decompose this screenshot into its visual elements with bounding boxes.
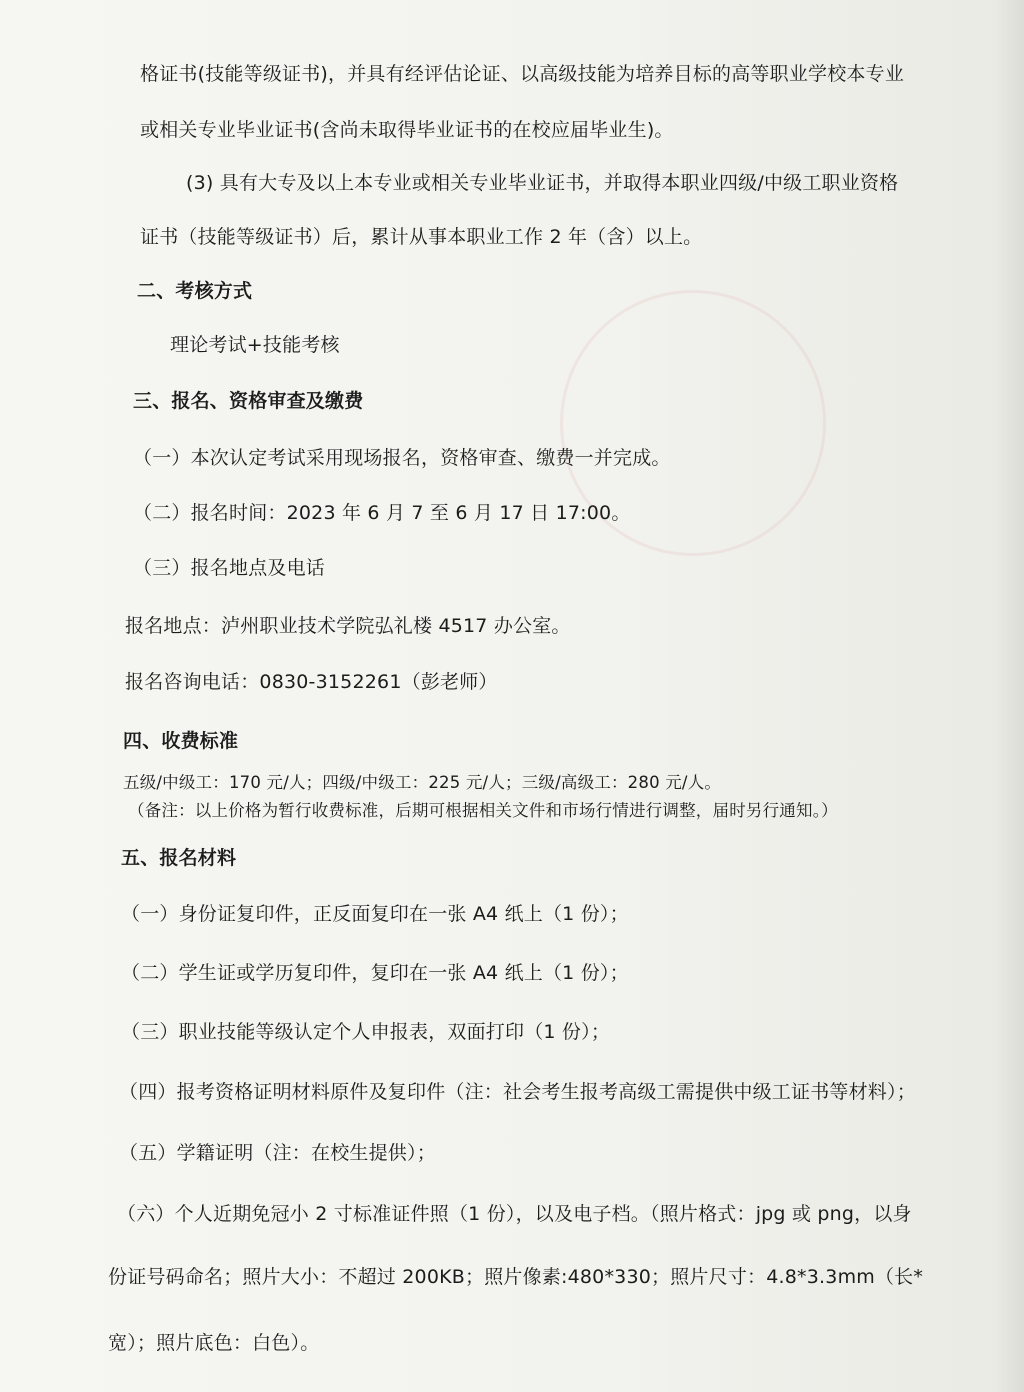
paragraph-line: 报名地点：泸州职业技术学院弘礼楼 4517 办公室。 [125,615,571,637]
list-item-continued: 宽）；照片底色：白色）。 [108,1332,320,1354]
list-item: （一）身份证复印件，正反面复印在一张 A4 纸上（1 份）； [121,903,629,925]
page-edge-shadow [994,0,1024,1392]
section-heading-materials: 五、报名材料 [121,847,237,869]
fee-line: 五级/中级工：170 元/人；四级/中级工：225 元/人；三级/高级工：280 元/人。 [123,773,722,792]
list-item: （六）个人近期免冠小 2 寸标准证件照（1 份），以及电子档。（照片格式：jpg 或 png，以身 [117,1203,912,1225]
paragraph-line: 报名咨询电话：0830-3152261（彭老师） [125,671,498,693]
list-item-continued: 份证号码命名；照片大小：不超过 200KB；照片像素:480*330；照片尺寸：4.8*3.3mm（长* [108,1266,924,1288]
section-heading-fees: 四、收费标准 [123,730,239,752]
paragraph-line: 证书（技能等级证书）后，累计从事本职业工作 2 年（含）以上。 [140,226,703,248]
paragraph-line: （二）报名时间：2023 年 6 月 7 至 6 月 17 日 17:00。 [133,502,631,524]
list-item: （三）职业技能等级认定个人申报表，双面打印（1 份）； [121,1021,611,1043]
fee-note: （备注：以上价格为暂行收费标准，后期可根据相关文件和市场行情进行调整，届时另行通知。） [128,801,838,820]
section-heading-registration: 三、报名、资格审查及缴费 [133,390,364,412]
section-heading-assessment: 二、考核方式 [137,280,253,302]
list-item: （二）学生证或学历复印件，复印在一张 A4 纸上（1 份）； [121,962,629,984]
list-item: （五）学籍证明（注：在校生提供）； [119,1142,436,1164]
paragraph-line: 格证书(技能等级证书)，并具有经评估论证、以高级技能为培养目标的高等职业学校本专业 [140,63,905,85]
paragraph-line: 或相关专业毕业证书(含尚未取得毕业证书的在校应届毕业生)。 [140,119,674,141]
list-item: （四）报考资格证明材料原件及复印件（注：社会考生报考高级工需提供中级工证书等材料）； [119,1081,916,1103]
paragraph-line: （一）本次认定考试采用现场报名，资格审查、缴费一并完成。 [133,447,671,469]
paragraph-line: 理论考试+技能考核 [170,334,340,356]
paragraph-line: （三）报名地点及电话 [133,557,326,579]
paragraph-line: (3) 具有大专及以上本专业或相关专业毕业证书，并取得本职业四级/中级工职业资格 [186,172,899,194]
